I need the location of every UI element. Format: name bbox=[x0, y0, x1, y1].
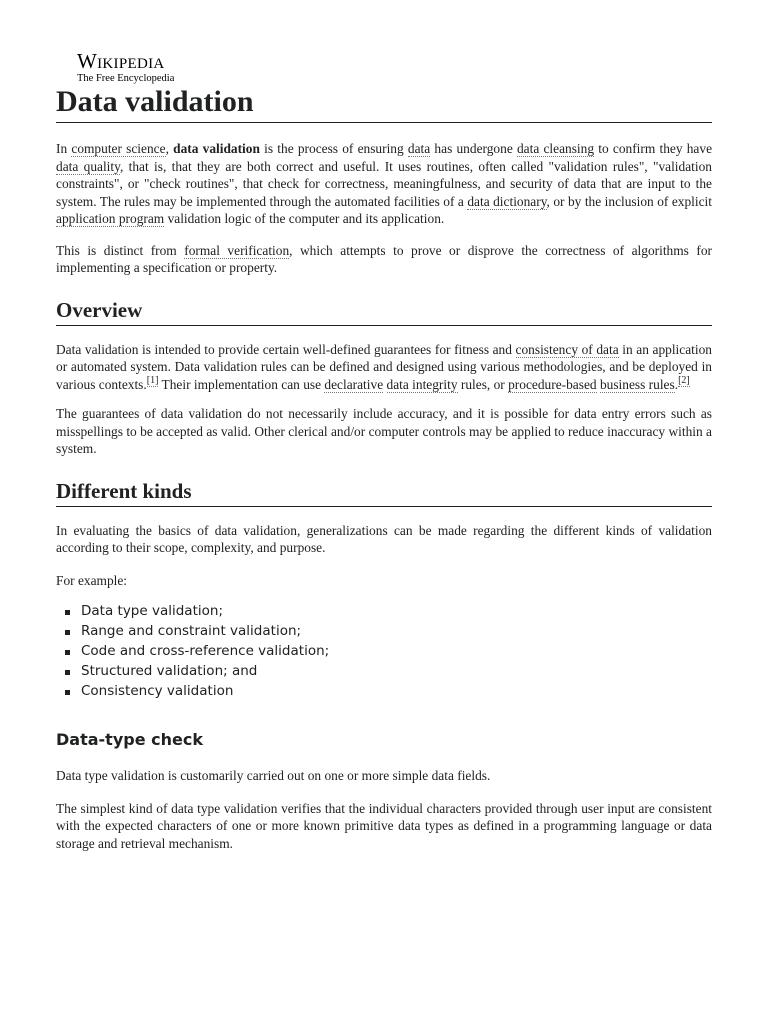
link-data-dictionary[interactable]: data dictionary bbox=[467, 193, 547, 209]
validation-kinds-list bbox=[56, 601, 712, 701]
link-application-program[interactable]: application program bbox=[56, 211, 165, 226]
intro-paragraph-1: In computer science, data validation is the process of ensuring data has undergone data cleansing to confirm they have data quality, that is, that they are both correct and useful. It uses routines, often called "validation rules", "validation constraints", or "check routines", that check for correctness, meaningfulness, and security of data that are input to the system. The rules may be implemented through the automated facilities of a data dictionary, or by the inclusion of explicit application program validation logic of the computer and its application. bbox=[56, 141, 713, 226]
list-item: Code and cross-reference validation; bbox=[56, 641, 712, 661]
link-data-quality[interactable]: data quality bbox=[56, 158, 120, 174]
heading-data-type-check: Data-type check bbox=[56, 730, 203, 749]
kinds-paragraph-1: In evaluating the basics of data validation, generalizations can be made regarding the different kinds of validation according to their scope, complexity, and purpose. bbox=[56, 522, 712, 555]
page-title: Data validation bbox=[56, 82, 712, 123]
link-business-rules[interactable]: business rules bbox=[599, 376, 675, 392]
typecheck-paragraph-2: The simplest kind of data type validation verifies that the individual characters provided through user input are consistent with the expected characters of one or more known primitive data types as defined in a programming language or data storage and retrieval mechanism. bbox=[56, 800, 712, 851]
link-data-cleansing[interactable]: data cleansing bbox=[516, 141, 595, 156]
overview-paragraph-1: Data validation is intended to provide certain well-defined guarantees for fitness and consistency of data in an application or automated system. Data validation rules can be defined and designed using various methodologies, and be deployed in various contexts.[1] Their implementation can use declarative data integrity rules, or procedure-based business rules.[2] bbox=[56, 341, 712, 392]
link-data-integrity[interactable]: data integrity bbox=[386, 376, 458, 392]
bold-term: data validation bbox=[173, 141, 260, 156]
kinds-paragraph-2: For example: bbox=[56, 572, 128, 588]
link-formal-verification[interactable]: formal verification bbox=[184, 242, 290, 258]
heading-overview: Overview bbox=[56, 296, 712, 326]
citation-2[interactable]: [2] bbox=[678, 375, 690, 387]
article-content bbox=[56, 82, 712, 852]
link-procedure-based[interactable]: procedure-based bbox=[508, 376, 597, 392]
link-data[interactable]: data bbox=[407, 141, 431, 156]
list-item: Structured validation; and bbox=[56, 661, 712, 681]
intro-paragraph-2: This is distinct from formal verification, which attempts to prove or disprove the correctness of algorithms for implementing a specification or property. bbox=[56, 242, 712, 275]
citation-1[interactable]: [1] bbox=[146, 375, 159, 387]
link-consistency-of-data[interactable]: consistency of data bbox=[515, 341, 619, 357]
list-item: Consistency validation bbox=[56, 681, 712, 701]
wikipedia-logo[interactable] bbox=[77, 50, 227, 85]
logo-wordmark: Wikipedia bbox=[77, 49, 165, 73]
overview-paragraph-2: The guarantees of data validation do not necessarily include accuracy, and it is possible for data entry errors such as misspellings to be accepted as valid. Other clerical and/or computer controls may be applied to reduce inaccuracy within a system. bbox=[56, 406, 712, 456]
logo-tagline: The Free Encyclopedia bbox=[77, 73, 175, 84]
link-declarative[interactable]: declarative bbox=[324, 376, 384, 392]
list-item: Range and constraint validation; bbox=[56, 621, 712, 641]
heading-different-kinds: Different kinds bbox=[56, 477, 712, 507]
link-computer-science[interactable]: computer science bbox=[71, 141, 166, 156]
list-item: Data type validation; bbox=[56, 601, 712, 621]
typecheck-paragraph-1: Data type validation is customarily carried out on one or more simple data fields. bbox=[56, 768, 491, 783]
